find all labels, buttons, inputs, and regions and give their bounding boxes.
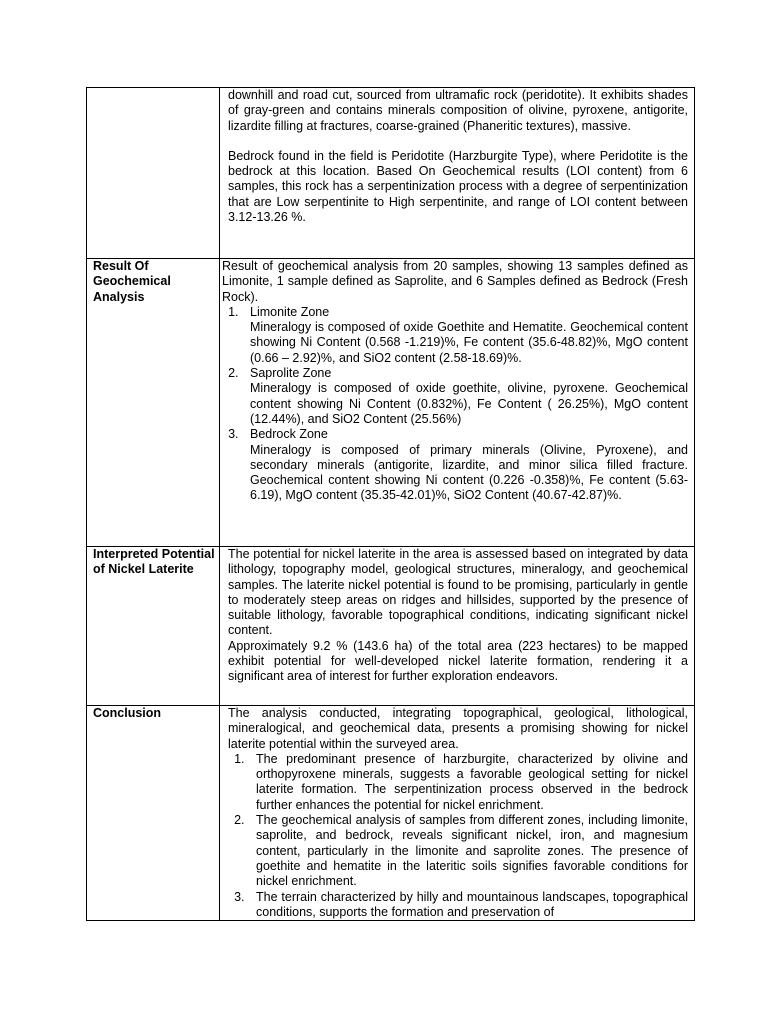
list-item: 1. The predominant presence of harzburgite, characterized by olivine and orthopyroxene minerals, suggests a favorable geological setting for nickel laterite formation. The serpentinization process observed in the bedrock further enhances the potential for nickel enrichment. (248, 752, 688, 813)
row-label-interpreted-potential: Interpreted Potential of Nickel Laterite (87, 547, 220, 706)
list-item: 3. The terrain characterized by hilly and mountainous landscapes, topographical conditions, supports the formation and preservation of (248, 890, 688, 921)
table-row-conclusion (87, 706, 695, 921)
row-label-geochemical-analysis: Result Of Geochemical Analysis (87, 259, 220, 547)
conclusion-list (228, 752, 688, 920)
zone-list (222, 305, 688, 504)
geochemical-intro: Result of geochemical analysis from 20 samples, showing 13 samples defined as Limonite, 1 sample defined as Saprolite, and 6 Samples defined as Bedrock (Fresh Rock). (222, 259, 688, 304)
zone-body: Mineralogy is composed of primary minerals (Olivine, Pyroxene), and secondary minerals (antigorite, lizardite, and minor silica filled fracture. Geochemical content showing Ni content (0.226 -0.358)%, Fe content (5.63-6.19), MgO content (35.35-42.01)%, SiO2 Content (40.67-42.87)%. (250, 442, 688, 503)
zone-body: Mineralogy is composed of oxide goethite, olivine, pyroxene. Geochemical content showing Ni Content (0.832%), Fe Content ( 26.25%), MgO content (12.44%), and SiO2 Content (25.56%) (250, 381, 688, 426)
row-label-empty (87, 88, 220, 259)
table-row-interpreted-potential (87, 547, 695, 706)
list-item-limonite-zone (242, 305, 688, 366)
rock-description-paragraph: downhill and road cut, sourced from ultramafic rock (peridotite). It exhibits shades of gray-green and contains minerals composition of olivine, pyroxene, antigorite, lizardite filling at fractures, coarse-grained (Phaneritic textures), massive. (228, 88, 688, 133)
zone-title: 2. Saprolite Zone (250, 366, 332, 381)
zone-title: 1. Limonite Zone (250, 304, 330, 319)
conclusion-intro: The analysis conducted, integrating topographical, geological, lithological, mineralogical, and geochemical data, presents a promising showing for nickel laterite potential within the surveyed area. (228, 706, 688, 751)
table-row-geochemical-analysis (87, 259, 695, 547)
interpreted-potential-cell (220, 547, 695, 706)
zone-body: Mineralogy is composed of oxide Goethite and Hematite. Geochemical content showing Ni Content (0.568 -1.219)%, Fe content (35.6-48.82)%, MgO content (0.66 – 2.92)%, and SiO2 content (2.58-18.69)%. (250, 320, 688, 365)
area-paragraph: Approximately 9.2 % (143.6 ha) of the total area (223 hectares) to be mapped exhibit potential for well-developed nickel laterite formation, rendering it a significant area of interest for further exploration endeavors. (228, 638, 688, 684)
list-item-saprolite-zone (242, 366, 688, 427)
bedrock-paragraph: Bedrock found in the field is Peridotite (Harzburgite Type), where Peridotite is the bedrock at this location. Based On Geochemical results (LOI content) from 6 samples, this rock has a serpentinization process with a degree of serpentinization that are Low serpentinite to High serpentinite, and range of LOI content between 3.12-13.26 %. (228, 148, 688, 225)
list-item: 2. The geochemical analysis of samples from different zones, including limonite, saprolite, and bedrock, reveals significant nickel, iron, and magnesium content, particularly in the limonite and saprolite zones. The presence of goethite and hematite in the lateritic soils signifies favorable conditions for nickel enrichment. (248, 813, 688, 889)
list-item-bedrock-zone (242, 427, 688, 503)
conclusion-cell (220, 706, 695, 921)
row-label-conclusion: Conclusion (87, 706, 220, 921)
table-row-bedrock-description (87, 88, 695, 259)
report-table (86, 87, 695, 921)
bedrock-description-cell (220, 88, 695, 259)
geochemical-analysis-cell (220, 259, 695, 547)
zone-title: 3. Bedrock Zone (250, 427, 328, 442)
potential-paragraph: The potential for nickel laterite in the area is assessed based on integrated by data lithology, topography model, geological structures, mineralogy, and geochemical samples. The laterite nickel potential is found to be promising, particularly in gentle to moderately steep areas on ridges and hillsides, supported by the presence of suitable lithology, favorable topographical conditions, indicating significant nickel content. (228, 547, 688, 638)
